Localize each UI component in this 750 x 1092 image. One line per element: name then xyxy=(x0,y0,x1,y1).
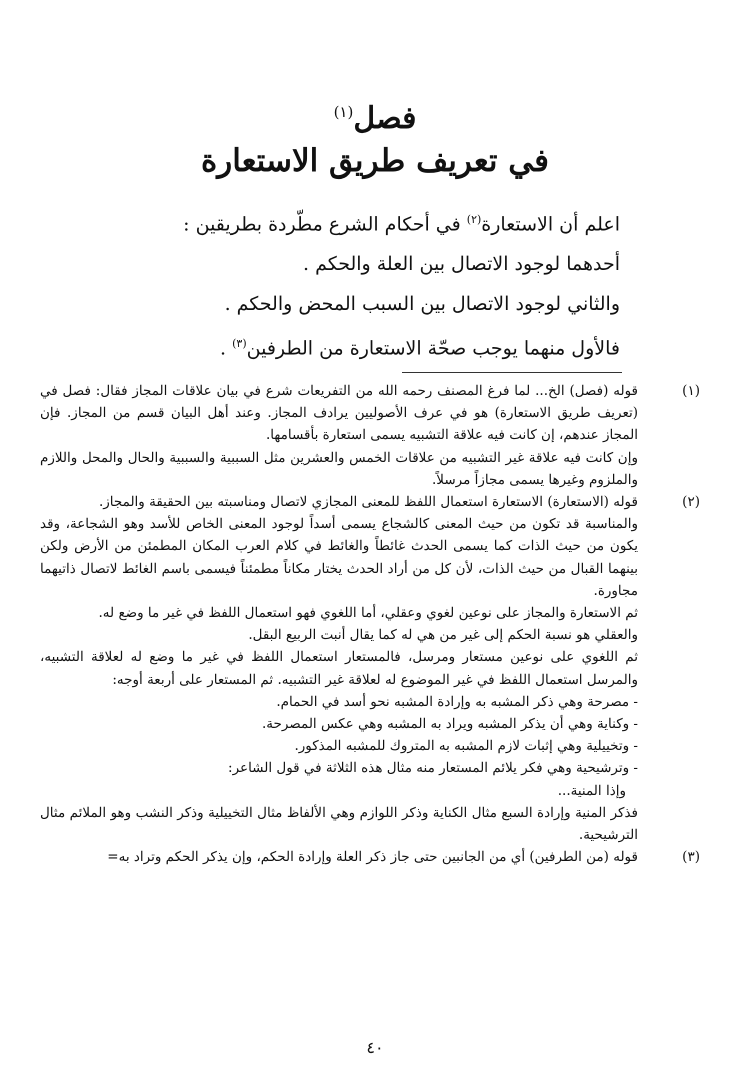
footnote-paragraph: ثم اللغوي على نوعين مستعار ومرسل، فالمستعار استعمال اللفظ في غير ما وضع له لعلاقة التشبيه، والمرسل استعمال اللفظ في غير الموضوع له لعلاقة غير التشبيه. ثم المستعار على أربعة أوجه: xyxy=(40,649,638,688)
chapter-title-note-ref: (١) xyxy=(333,103,354,121)
main-text xyxy=(40,200,620,369)
footnote-paragraph: فذكر المنية وإرادة السبع مثال الكناية وذكر اللوازم وهي الألفاظ مثال التخييلية وذكر النشب وهو الملائم مثال الترشيحية. xyxy=(40,804,638,844)
note-ref: (٣) xyxy=(232,337,247,351)
main-text-line: أحدهما لوجود الاتصال بين العلة والحكم . xyxy=(302,253,620,276)
footnote-2 xyxy=(40,491,708,846)
footnote-number: (١) xyxy=(682,383,700,399)
footnote-1 xyxy=(40,380,708,491)
footnote-number: (٢) xyxy=(682,494,700,511)
footnote-number: (٣) xyxy=(682,849,700,866)
footnote-paragraph: قوله (الاستعارة) الاستعارة استعمال اللفظ للمعنى المجازي لاتصال ومناسبته بين الحقيقة والمجاز. xyxy=(99,494,638,511)
footnote-list-item: - وترشيحية وهي فكر يلائم المستعار منه مثال هذه الثلاثة في قول الشاعر: xyxy=(228,760,638,777)
footnote-paragraph: قوله (فصل) الخ... لما فرغ المصنف رحمه الله من التفريعات شرع في بيان علاقات المجاز فقال: فصل في (تعريف طريق الاستعارة) هو في عرف الأصوليين يرادف المجاز. وعند أهل البيان قسم من المجاز. فإن المجاز عندهم، إن كانت فيه علاقة التشبيه يسمى استعارة بأقسامها. xyxy=(40,383,638,444)
main-text-line: اعلم أن الاستعارة$^{(٢)}$ في أحكام الشرع مطّردة بطريقين : xyxy=(183,213,620,236)
footnote-paragraph: ثم الاستعارة والمجاز على نوعين لغوي وعقلي، أما اللغوي فهو استعمال اللفظ في غير ما وضع له. xyxy=(98,605,638,622)
verse-quote: وإذا المنية... xyxy=(557,782,626,799)
chapter-subtitle: في تعريف طريق الاستعارة xyxy=(201,143,549,179)
footnote-list-item: - وتخييلية وهي إثبات لازم المشبه به المتروك للمشبه المذكور. xyxy=(294,738,638,755)
footnote-separator xyxy=(402,372,622,373)
footnote-paragraph: والعقلي هو نسبة الحكم إلى غير من هي له كما يقال أنبت الربيع البقل. xyxy=(248,627,638,644)
footnote-list-item: - وكناية وهي أن يذكر المشبه ويراد به المشبه وهي عكس المصرحة. xyxy=(261,716,638,733)
chapter-title xyxy=(0,92,750,139)
footnote-list-item: - مصرحة وهي ذكر المشبه به وإرادة المشبه نحو أسد في الحمام. xyxy=(276,693,638,710)
note-ref: (٢) xyxy=(466,213,482,226)
chapter-title-text: فصل xyxy=(353,101,417,136)
footnote-3 xyxy=(40,846,708,868)
main-text-line: والثاني لوجود الاتصال بين السبب المحض والحكم . xyxy=(224,293,620,316)
footnote-paragraph: وإن كانت فيه علاقة غير التشبيه من علاقات الخمس والعشرين مثل السببية والسببية والحال والمحل واللازم والملزوم وغيرها يسمى مجازاً مرسلاً. xyxy=(40,449,638,488)
page-number: ٤٠ xyxy=(366,1038,384,1057)
footnote-paragraph: قوله (من الطرفين) أي من الجانبين حتى جاز ذكر العلة وإرادة الحكم، وإن يذكر الحكم وتراد به= xyxy=(107,849,638,866)
footnotes xyxy=(40,380,708,868)
main-text-line: فالأول منهما يوجب صحّة الاستعارة من الطرفين$^{(٣)}$ . xyxy=(220,337,620,360)
footnote-paragraph: والمناسبة قد تكون من حيث المعنى كالشجاع يسمى أسداً لوجود المعنى الخاص للأسد وهو الشجاعة، وقد يكون من حيث الذات كما يسمى الحدث غائطاً والغائط في كلام العرب المكان المطمئن من الأرض ولكن بينهما القبال من حيث الذات، لأن كل من أراد الحدث يختار مكاناً مطمئناً فيسمى باسم الغائط لاتصال ذاتيهما مجاورة. xyxy=(40,516,638,599)
